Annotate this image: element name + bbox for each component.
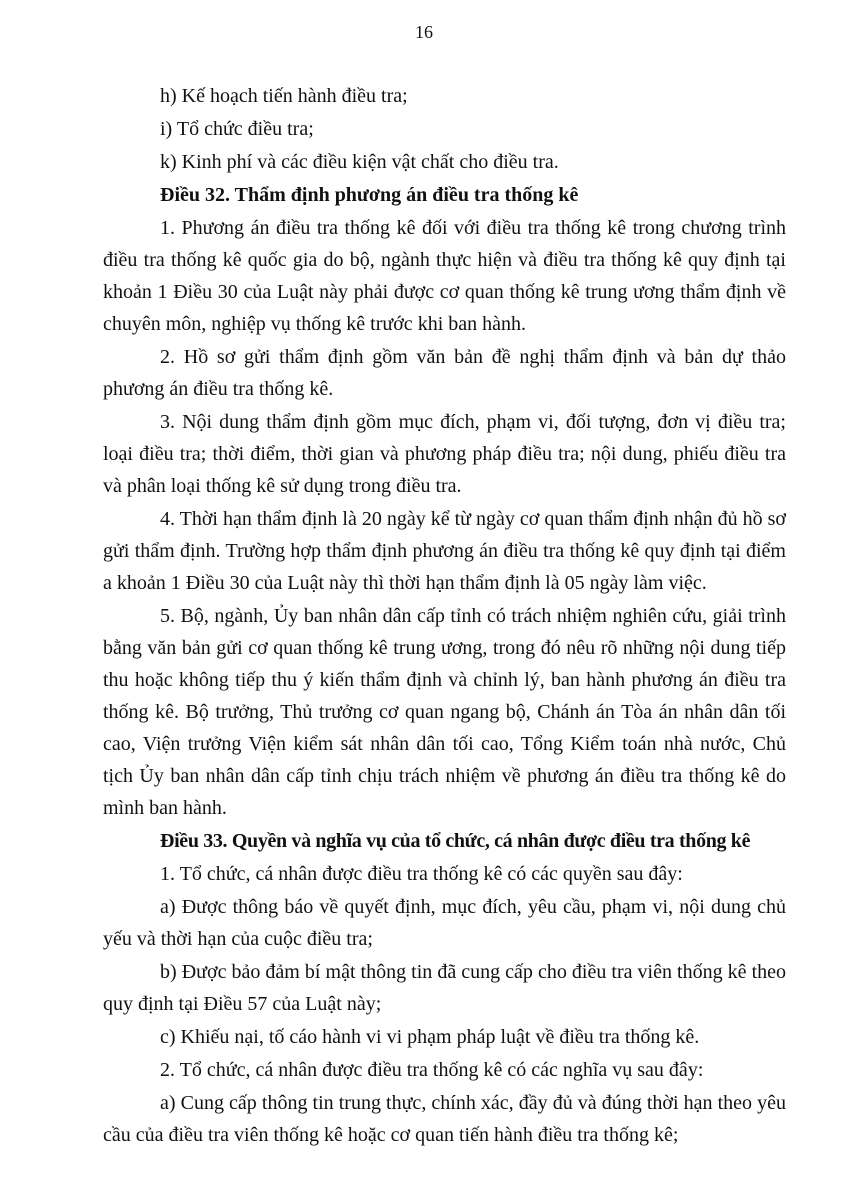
article-33-clause-2: 2. Tổ chức, cá nhân được điều tra thống kê có các nghĩa vụ sau đây: (160, 1059, 704, 1081)
article-32-heading: Điều 32. Thẩm định phương án điều tra thống kê (160, 184, 579, 206)
paragraph-h: h) Kế hoạch tiến hành điều tra; (160, 85, 408, 107)
paragraph-i: i) Tổ chức điều tra; (160, 118, 314, 140)
article-33-clause-1: 1. Tổ chức, cá nhân được điều tra thống kê có các quyền sau đây: (160, 863, 683, 885)
article-33-clause-1a: a) Được thông báo về quyết định, mục đích, yêu cầu, phạm vi, nội dung chủ yếu và thời hạn của cuộc điều tra; (103, 896, 786, 950)
page-number: 16 (415, 22, 433, 42)
paragraph-k: k) Kinh phí và các điều kiện vật chất cho điều tra. (160, 151, 559, 173)
article-33-heading: Điều 33. Quyền và nghĩa vụ của tổ chức, cá nhân được điều tra thống kê (160, 830, 751, 852)
document-body (103, 80, 786, 1152)
article-32-clause-4: 4. Thời hạn thẩm định là 20 ngày kể từ ngày cơ quan thẩm định nhận đủ hồ sơ gửi thẩm định. Trường hợp thẩm định phương án điều tra thống kê quy định tại điểm a khoản 1 Điều 30 của Luật này thì thời hạn thẩm định là 05 ngày làm việc. (103, 508, 786, 594)
article-33-clause-2a: a) Cung cấp thông tin trung thực, chính xác, đầy đủ và đúng thời hạn theo yêu cầu của điều tra viên thống kê hoặc cơ quan tiến hành điều tra thống kê; (103, 1092, 786, 1146)
article-33-clause-1b: b) Được bảo đảm bí mật thông tin đã cung cấp cho điều tra viên thống kê theo quy định tại Điều 57 của Luật này; (103, 961, 786, 1015)
article-32-clause-1: 1. Phương án điều tra thống kê đối với điều tra thống kê trong chương trình điều tra thống kê quốc gia do bộ, ngành thực hiện và điều tra thống kê quy định tại khoản 1 Điều 30 của Luật này phải được cơ quan thống kê trung ương thẩm định về chuyên môn, nghiệp vụ thống kê trước khi ban hành. (103, 217, 786, 335)
article-32-clause-5: 5. Bộ, ngành, Ủy ban nhân dân cấp tỉnh có trách nhiệm nghiên cứu, giải trình bằng văn bản gửi cơ quan thống kê trung ương, trong đó nêu rõ những nội dung tiếp thu hoặc không tiếp thu ý kiến thẩm định và chỉnh lý, ban hành phương án điều tra thống kê. Bộ trưởng, Thủ trưởng cơ quan ngang bộ, Chánh án Tòa án nhân dân tối cao, Viện trưởng Viện kiểm sát nhân dân tối cao, Tổng Kiểm toán nhà nước, Chủ tịch Ủy ban nhân dân cấp tỉnh chịu trách nhiệm về phương án điều tra thống kê do mình ban hành. (103, 605, 786, 819)
article-32-clause-2: 2. Hồ sơ gửi thẩm định gồm văn bản đề nghị thẩm định và bản dự thảo phương án điều tra thống kê. (103, 346, 786, 400)
article-32-clause-3: 3. Nội dung thẩm định gồm mục đích, phạm vi, đối tượng, đơn vị điều tra; loại điều tra; thời điểm, thời gian và phương pháp điều tra; nội dung, phiếu điều tra và phân loại thống kê sử dụng trong điều tra. (103, 411, 786, 497)
article-33-clause-1c: c) Khiếu nại, tố cáo hành vi vi phạm pháp luật về điều tra thống kê. (160, 1026, 700, 1048)
